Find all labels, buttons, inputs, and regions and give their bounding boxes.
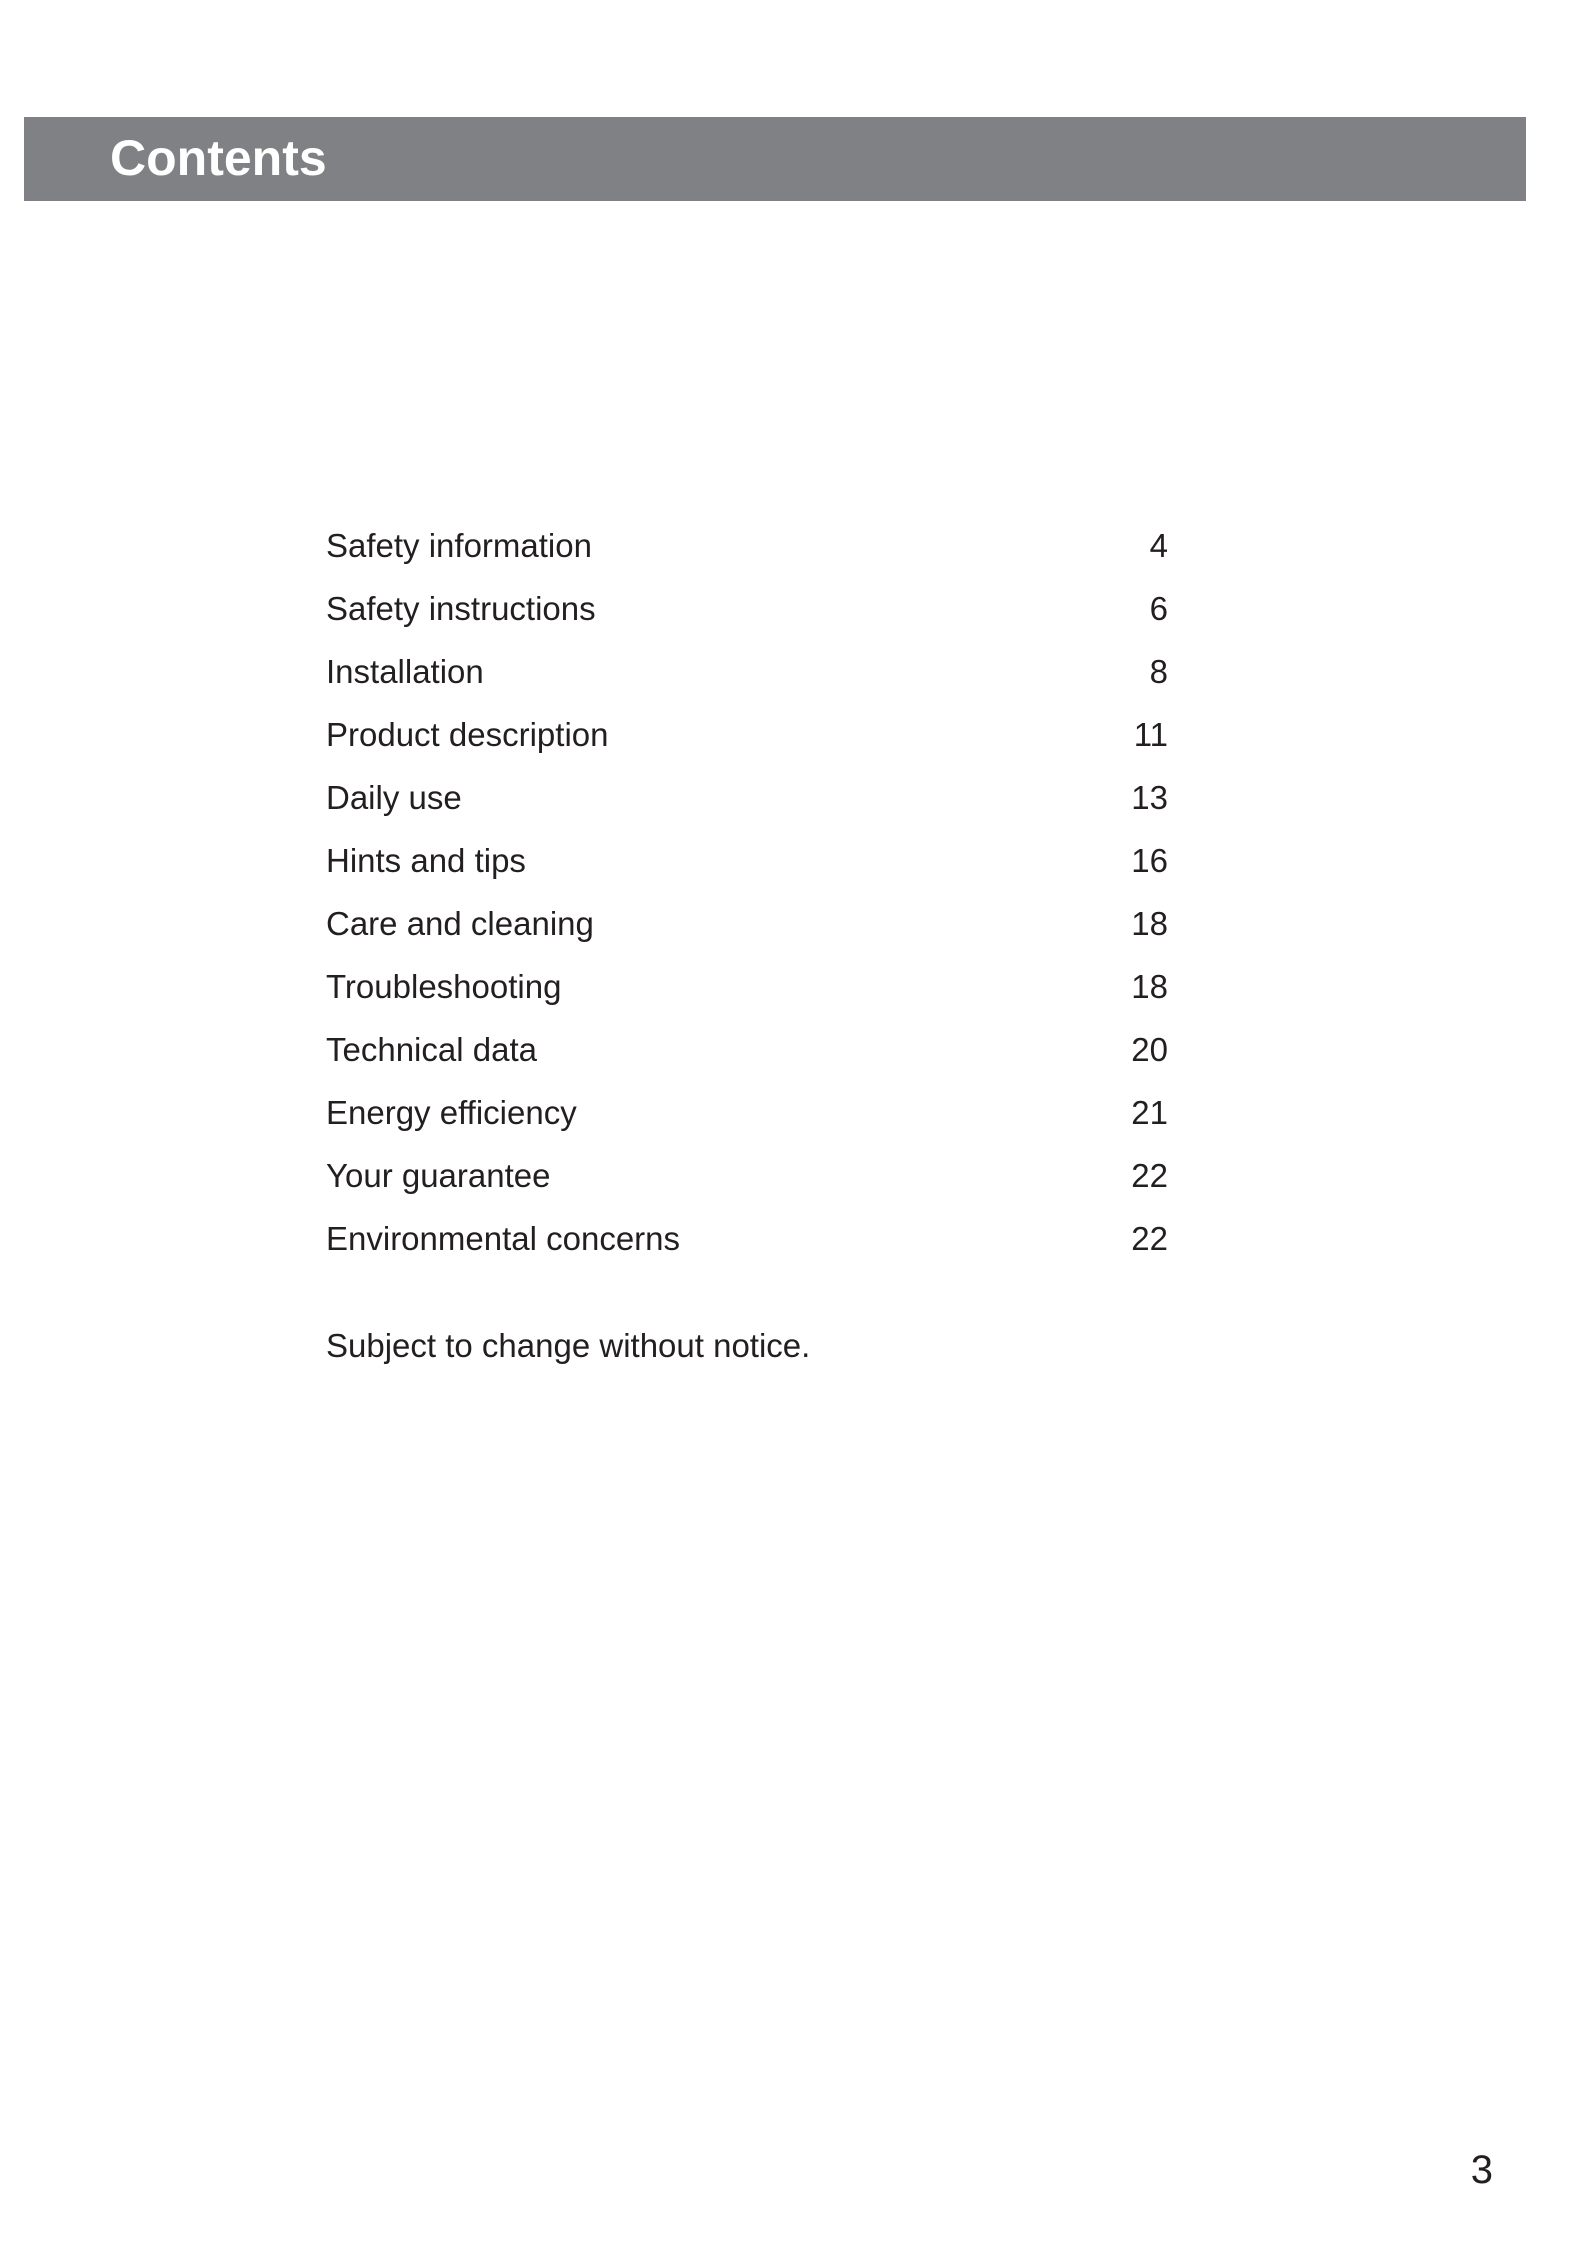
toc-entry-page: 20	[1131, 1031, 1168, 1068]
toc-entry-care-and-cleaning[interactable]	[326, 892, 1168, 955]
toc-entry-label: Technical data	[326, 1031, 537, 1068]
toc-entry-label: Daily use	[326, 779, 462, 816]
toc-entry-page: 6	[1149, 590, 1168, 627]
toc-entry-page: 4	[1149, 527, 1168, 564]
page-title: Contents	[110, 130, 327, 186]
toc-entry-safety-information[interactable]	[326, 514, 1168, 577]
toc-entry-page: 18	[1131, 968, 1168, 1005]
toc-entry-label: Installation	[326, 653, 484, 690]
toc-entry-label: Safety instructions	[326, 590, 596, 627]
toc-entry-page: 22	[1131, 1157, 1168, 1194]
toc-entry-your-guarantee[interactable]	[326, 1144, 1168, 1207]
table-of-contents	[326, 514, 1168, 1270]
toc-entry-hints-and-tips[interactable]	[326, 829, 1168, 892]
toc-entry-page: 13	[1131, 779, 1168, 816]
toc-entry-label: Energy efficiency	[326, 1094, 577, 1131]
toc-entry-energy-efficiency[interactable]	[326, 1081, 1168, 1144]
toc-entry-page: 18	[1131, 905, 1168, 942]
toc-entry-page: 11	[1133, 716, 1168, 753]
toc-entry-page: 22	[1131, 1220, 1168, 1257]
toc-entry-label: Safety information	[326, 527, 592, 564]
page-number: 3	[1470, 2148, 1493, 2192]
toc-entry-technical-data[interactable]	[326, 1018, 1168, 1081]
toc-entry-page: 21	[1131, 1094, 1168, 1131]
toc-entry-page: 16	[1131, 842, 1168, 879]
toc-entry-product-description[interactable]	[326, 703, 1168, 766]
toc-entry-troubleshooting[interactable]	[326, 955, 1168, 1018]
toc-entry-label: Hints and tips	[326, 842, 526, 879]
toc-entry-page: 8	[1149, 653, 1168, 690]
toc-entry-daily-use[interactable]	[326, 766, 1168, 829]
change-notice: Subject to change without notice.	[326, 1327, 811, 1364]
toc-entry-label: Troubleshooting	[326, 968, 562, 1005]
toc-entry-safety-instructions[interactable]	[326, 577, 1168, 640]
toc-entry-label: Your guarantee	[326, 1157, 551, 1194]
toc-entry-label: Care and cleaning	[326, 905, 594, 942]
toc-entry-installation[interactable]	[326, 640, 1168, 703]
header-band	[24, 117, 1526, 201]
toc-entry-label: Environmental concerns	[326, 1220, 681, 1257]
toc-entry-label: Product description	[326, 716, 609, 753]
toc-entry-environmental-concerns[interactable]	[326, 1207, 1168, 1270]
